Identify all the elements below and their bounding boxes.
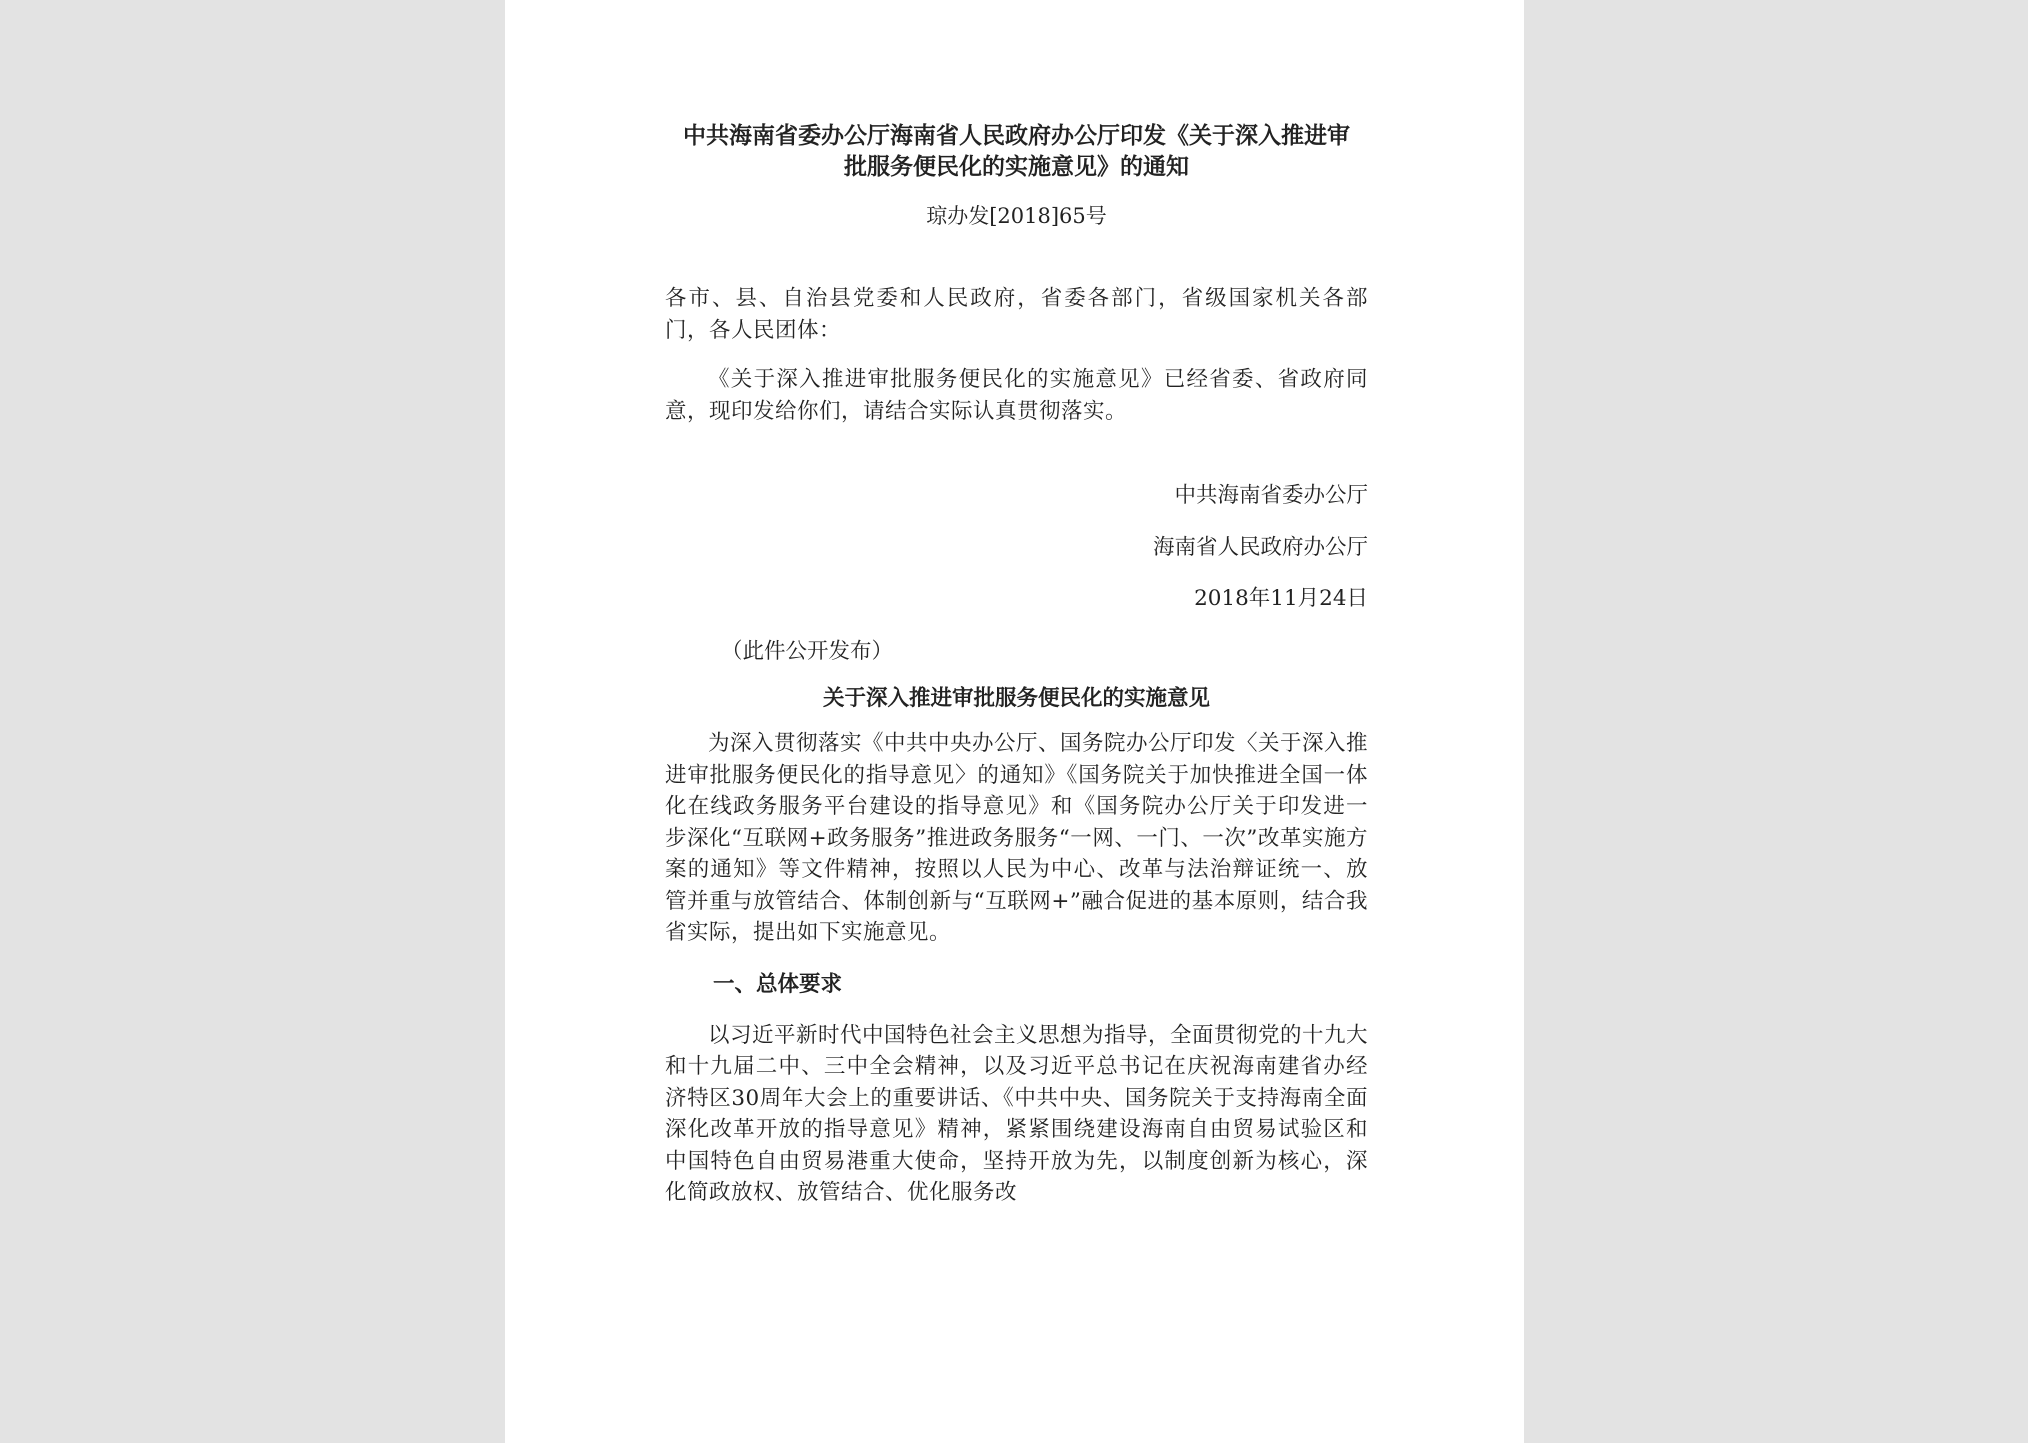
opinions-title: 关于深入推进审批服务便民化的实施意见 <box>822 686 1210 711</box>
notice-title-line-2: 批服务便民化的实施意见》的通知 <box>844 153 1189 180</box>
signatory-government-office: 海南省人民政府办公厅 <box>1152 534 1368 560</box>
document-page <box>505 0 1524 1443</box>
section-1-paragraph: 以习近平新时代中国特色社会主义思想为指导，全面贯彻党的十九大和十九届二中、三中全会精神，以及习近平总书记在庆祝海南建省办经济特区30周年大会上的重要讲话、《中共中央、国务院关于支持海南全面深化改革开放的指导意见》精神，紧紧围绕建设海南自由贸易试验区和中国特色自由贸易港重大使命，坚持开放为先，以制度创新为核心，深化简政放权、放管结合、优化服务改 <box>665 1022 1369 1205</box>
page-content <box>665 120 1368 1209</box>
intro-paragraph: 为深入贯彻落实《中共中央办公厅、国务院办公厅印发〈关于深入推进审批服务便民化的指导意见〉的通知》《国务院关于加快推进全国一体化在线政务服务平台建设的指导意见》和《国务院办公厅关于印发进一步深化“互联网+政务服务”推进政务服务“一网、一门、一次”改革实施方案的通知》等文件精神，按照以人民为中心、改革与法治辩证统一、放管并重与放管结合、体制创新与“互联网+”融合促进的基本原则，结合我省实际，提出如下实施意见。 <box>665 731 1369 945</box>
public-release-note: （此件公开发布） <box>721 638 894 664</box>
issue-date: 2018年11月24日 <box>1194 586 1368 611</box>
signatory-party-office: 中共海南省委办公厅 <box>1174 483 1368 508</box>
addressee: 各市、县、自治县党委和人民政府，省委各部门，省级国家机关各部门，各人民团体： <box>665 286 1368 343</box>
approval-paragraph: 《关于深入推进审批服务便民化的实施意见》已经省委、省政府同意，现印发给你们，请结合实际认真贯彻落实。 <box>665 367 1368 424</box>
notice-title-line-1: 中共海南省委办公厅海南省人民政府办公厅印发《关于深入推进审 <box>683 122 1350 149</box>
notice-title <box>665 120 1368 182</box>
document-number: 琼办发[2018]65号 <box>926 204 1107 228</box>
section-1-heading: 一、总体要求 <box>713 971 843 997</box>
